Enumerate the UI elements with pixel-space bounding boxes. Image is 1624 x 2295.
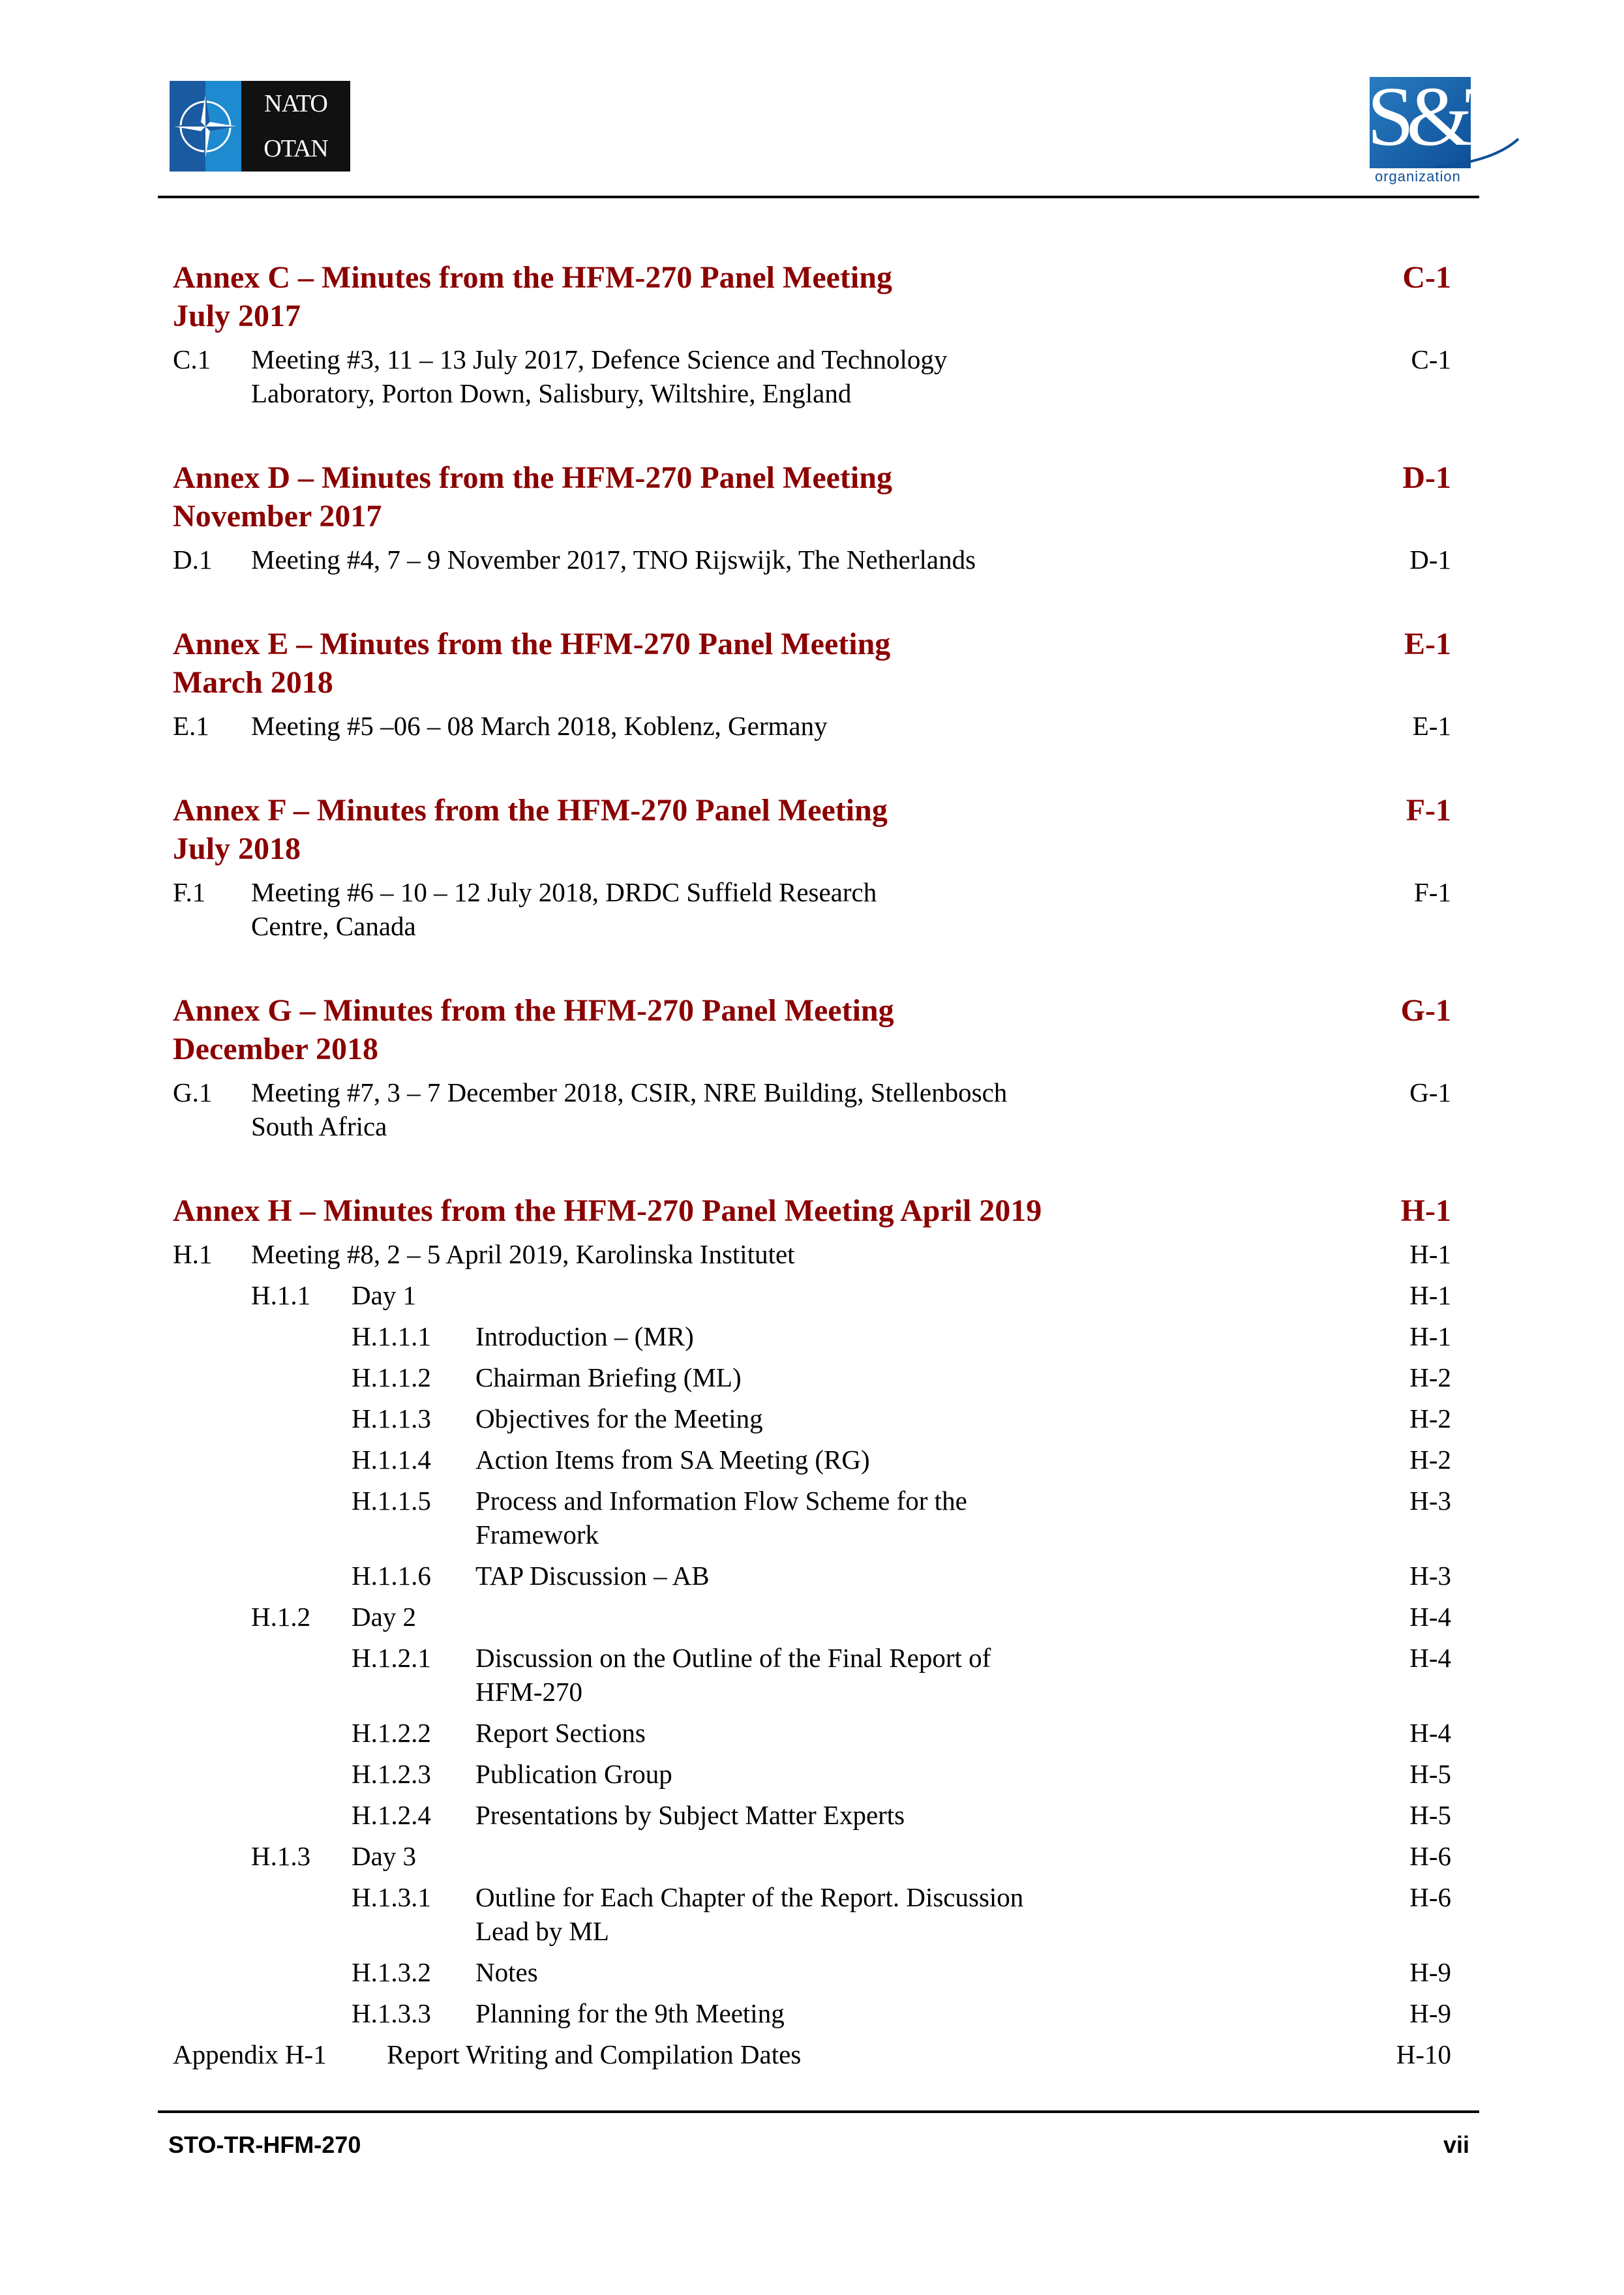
toc-entry[interactable] <box>173 709 1451 743</box>
toc-entry[interactable] <box>173 2037 1451 2071</box>
entry-title-line: Objectives for the Meeting <box>475 1403 763 1433</box>
entry-page-number: D-1 <box>1409 545 1451 575</box>
entry-title-line: Planning for the 9th Meeting <box>475 1998 785 2028</box>
toc-section <box>173 791 1451 943</box>
entry-title-line: Day 1 <box>352 1280 417 1310</box>
entry-number: H.1.1.1 <box>352 1321 431 1351</box>
footer-doc-id: STO-TR-HFM-270 <box>168 2131 361 2158</box>
header-rule <box>158 196 1479 198</box>
entry-page-number: H-4 <box>1409 1602 1451 1632</box>
entry-title-line: Framework <box>475 1520 599 1550</box>
entry-title <box>475 1757 1451 1791</box>
toc-entry[interactable] <box>173 1484 1451 1552</box>
toc-entry[interactable] <box>173 1955 1451 1989</box>
toc-entry[interactable] <box>173 1757 1451 1791</box>
toc-entry[interactable] <box>173 543 1451 577</box>
entry-title-line: Meeting #8, 2 – 5 April 2019, Karolinska Institutet <box>251 1239 795 1269</box>
entry-page-number: H-6 <box>1409 1841 1451 1871</box>
toc-annex-heading[interactable] <box>173 258 1451 335</box>
entry-title-line: Meeting #7, 3 – 7 December 2018, CSIR, NRE Building, Stellenbosch <box>251 1077 1008 1107</box>
toc-entry[interactable] <box>173 1075 1451 1143</box>
entry-title <box>251 342 1451 410</box>
entry-title-line: Chairman Briefing (ML) <box>475 1362 742 1392</box>
annex-heading-line: Annex G – Minutes from the HFM-270 Panel Meeting <box>173 993 894 1028</box>
entry-title-line: Discussion on the Outline of the Final Report of <box>475 1643 991 1673</box>
nato-otan-logo <box>170 81 350 172</box>
entry-title <box>475 1996 1451 2030</box>
entry-title-line: Day 2 <box>352 1602 417 1632</box>
entry-number: H.1.1.4 <box>352 1445 431 1475</box>
toc-annex-heading[interactable] <box>173 991 1451 1068</box>
entry-number: H.1.2.1 <box>352 1643 431 1673</box>
entry-title-line: Lead by ML <box>475 1916 609 1946</box>
annex-heading-line: July 2017 <box>173 299 301 333</box>
toc-entry[interactable] <box>173 1996 1451 2030</box>
entry-number: H.1.2.2 <box>352 1718 431 1748</box>
annex-heading-line: December 2018 <box>173 1032 378 1066</box>
toc-entry[interactable] <box>173 342 1451 410</box>
entry-page-number: H-4 <box>1409 1718 1451 1748</box>
entry-title <box>475 1880 1451 1948</box>
entry-title <box>352 1278 1451 1312</box>
annex-heading-line: Annex F – Minutes from the HFM-270 Panel Meeting <box>173 793 888 828</box>
entry-number: H.1.1.6 <box>352 1561 431 1591</box>
entry-title-line: Publication Group <box>475 1759 672 1789</box>
toc-entry[interactable] <box>173 1278 1451 1312</box>
annex-heading-line: Annex H – Minutes from the HFM-270 Panel Meeting April 2019 <box>173 1193 1042 1228</box>
entry-number: Appendix H-1 <box>173 2039 327 2069</box>
entry-page-number: E-1 <box>1412 711 1451 741</box>
footer-page-number: vii <box>1443 2131 1469 2158</box>
entry-number: D.1 <box>173 545 213 575</box>
entry-title-line: Meeting #4, 7 – 9 November 2017, TNO Rijswijk, The Netherlands <box>251 545 976 575</box>
entry-number: H.1 <box>173 1239 213 1269</box>
annex-heading-line: Annex D – Minutes from the HFM-270 Panel Meeting <box>173 460 892 495</box>
entry-number: H.1.1.5 <box>352 1486 431 1516</box>
entry-page-number: H-1 <box>1409 1239 1451 1269</box>
entry-title-line: Presentations by Subject Matter Experts <box>475 1800 905 1830</box>
annex-page-number: E-1 <box>1404 627 1451 661</box>
toc-entry[interactable] <box>173 1559 1451 1593</box>
annex-page-number: H-1 <box>1400 1193 1451 1228</box>
entry-number: G.1 <box>173 1077 213 1107</box>
entry-title <box>475 1319 1451 1353</box>
entry-title <box>352 1839 1451 1873</box>
entry-title-line: South Africa <box>251 1111 387 1141</box>
entry-number: H.1.3 <box>251 1841 311 1871</box>
entry-page-number: C-1 <box>1411 344 1451 374</box>
entry-number: H.1.3.3 <box>352 1998 431 2028</box>
entry-page-number: H-2 <box>1409 1362 1451 1392</box>
entry-title-line: Report Writing and Compilation Dates <box>387 2039 802 2069</box>
entry-title <box>251 709 1451 743</box>
entry-title <box>475 1484 1451 1552</box>
entry-title <box>251 875 1451 943</box>
entry-title-line: Introduction – (MR) <box>475 1321 694 1351</box>
annex-page-number: G-1 <box>1400 993 1451 1028</box>
toc-section <box>173 991 1451 1143</box>
toc-entry[interactable] <box>173 1641 1451 1709</box>
annex-heading-line: Annex C – Minutes from the HFM-270 Panel Meeting <box>173 260 892 295</box>
entry-title <box>251 1237 1451 1271</box>
toc-section <box>173 1192 1451 2071</box>
footer-rule <box>158 2110 1479 2113</box>
entry-page-number: H-9 <box>1409 1957 1451 1987</box>
annex-heading-line: July 2018 <box>173 832 301 866</box>
entry-title-line: Notes <box>475 1957 538 1987</box>
entry-title <box>475 1955 1451 1989</box>
toc-entry[interactable] <box>173 1880 1451 1948</box>
entry-title <box>352 1600 1451 1634</box>
entry-title-line: Centre, Canada <box>251 911 416 941</box>
entry-page-number: G-1 <box>1409 1077 1451 1107</box>
otan-text: OTAN <box>263 135 328 163</box>
entry-number: E.1 <box>173 711 209 741</box>
toc-section <box>173 258 1451 410</box>
st-logo-subtext: organization <box>1375 168 1461 185</box>
entry-title <box>475 1641 1451 1709</box>
toc-section <box>173 458 1451 577</box>
toc-annex-heading[interactable] <box>173 458 1451 535</box>
toc-entry[interactable] <box>173 1237 1451 1271</box>
annex-heading-line: Annex E – Minutes from the HFM-270 Panel Meeting <box>173 627 891 661</box>
toc-annex-heading[interactable] <box>173 625 1451 702</box>
entry-title <box>387 2037 1451 2071</box>
entry-title <box>475 1559 1451 1593</box>
toc-entry[interactable] <box>173 1319 1451 1353</box>
toc-entry[interactable] <box>173 1798 1451 1832</box>
entry-title-line: Action Items from SA Meeting (RG) <box>475 1445 870 1475</box>
entry-title-line: TAP Discussion – AB <box>475 1561 710 1591</box>
nato-text: NATO <box>264 89 327 117</box>
toc-entry[interactable] <box>173 1716 1451 1750</box>
toc-entry[interactable] <box>173 1600 1451 1634</box>
annex-heading-line: November 2017 <box>173 499 382 533</box>
entry-page-number: H-2 <box>1409 1403 1451 1433</box>
entry-page-number: H-5 <box>1409 1800 1451 1830</box>
entry-page-number: H-3 <box>1409 1561 1451 1591</box>
entry-number: C.1 <box>173 344 211 374</box>
entry-page-number: F-1 <box>1414 877 1451 907</box>
entry-title-line: Laboratory, Porton Down, Salisbury, Wiltshire, England <box>251 378 852 408</box>
entry-number: H.1.1 <box>251 1280 311 1310</box>
entry-page-number: H-4 <box>1409 1643 1451 1673</box>
entry-page-number: H-1 <box>1409 1321 1451 1351</box>
entry-title-line: Meeting #6 – 10 – 12 July 2018, DRDC Suffield Research <box>251 877 877 907</box>
toc-entry[interactable] <box>173 1839 1451 1873</box>
entry-page-number: H-6 <box>1409 1882 1451 1912</box>
entry-page-number: H-2 <box>1409 1445 1451 1475</box>
entry-title-line: Day 3 <box>352 1841 417 1871</box>
toc-entry[interactable] <box>173 1360 1451 1394</box>
entry-title-line: Process and Information Flow Scheme for the <box>475 1486 967 1516</box>
entry-page-number: H-3 <box>1409 1486 1451 1516</box>
entry-title <box>251 543 1451 577</box>
annex-page-number: C-1 <box>1402 260 1451 295</box>
annex-page-number: F-1 <box>1406 793 1451 828</box>
entry-number: H.1.3.1 <box>352 1882 431 1912</box>
entry-title <box>475 1443 1451 1477</box>
annex-heading-line: March 2018 <box>173 665 333 700</box>
entry-number: H.1.2 <box>251 1602 311 1632</box>
entry-page-number: H-5 <box>1409 1759 1451 1789</box>
entry-number: H.1.1.2 <box>352 1362 431 1392</box>
table-of-contents <box>173 258 1451 2071</box>
entry-page-number: H-1 <box>1409 1280 1451 1310</box>
entry-title-line: Outline for Each Chapter of the Report. Discussion <box>475 1882 1024 1912</box>
annex-page-number: D-1 <box>1402 460 1451 495</box>
toc-annex-heading[interactable] <box>173 1192 1451 1230</box>
entry-title <box>475 1798 1451 1832</box>
toc-section <box>173 625 1451 743</box>
nato-star-icon <box>170 81 241 172</box>
entry-title <box>475 1716 1451 1750</box>
entry-title-line: Meeting #3, 11 – 13 July 2017, Defence Science and Technology <box>251 344 948 374</box>
entry-title-line: Report Sections <box>475 1718 646 1748</box>
entry-title <box>475 1402 1451 1435</box>
toc-annex-heading[interactable] <box>173 791 1451 868</box>
entry-number: H.1.1.3 <box>352 1403 431 1433</box>
st-logo-text: S&T <box>1367 70 1509 164</box>
st-organization-logo <box>1367 70 1520 188</box>
entry-page-number: H-10 <box>1396 2039 1451 2069</box>
entry-number: H.1.2.4 <box>352 1800 431 1830</box>
entry-number: H.1.3.2 <box>352 1957 431 1987</box>
entry-page-number: H-9 <box>1409 1998 1451 2028</box>
toc-entry[interactable] <box>173 875 1451 943</box>
entry-number: F.1 <box>173 877 206 907</box>
entry-title-line: HFM-270 <box>475 1677 583 1707</box>
toc-entry[interactable] <box>173 1402 1451 1435</box>
entry-number: H.1.2.3 <box>352 1759 431 1789</box>
entry-title <box>251 1075 1451 1143</box>
entry-title-line: Meeting #5 –06 – 08 March 2018, Koblenz, Germany <box>251 711 828 741</box>
toc-entry[interactable] <box>173 1443 1451 1477</box>
entry-title <box>475 1360 1451 1394</box>
